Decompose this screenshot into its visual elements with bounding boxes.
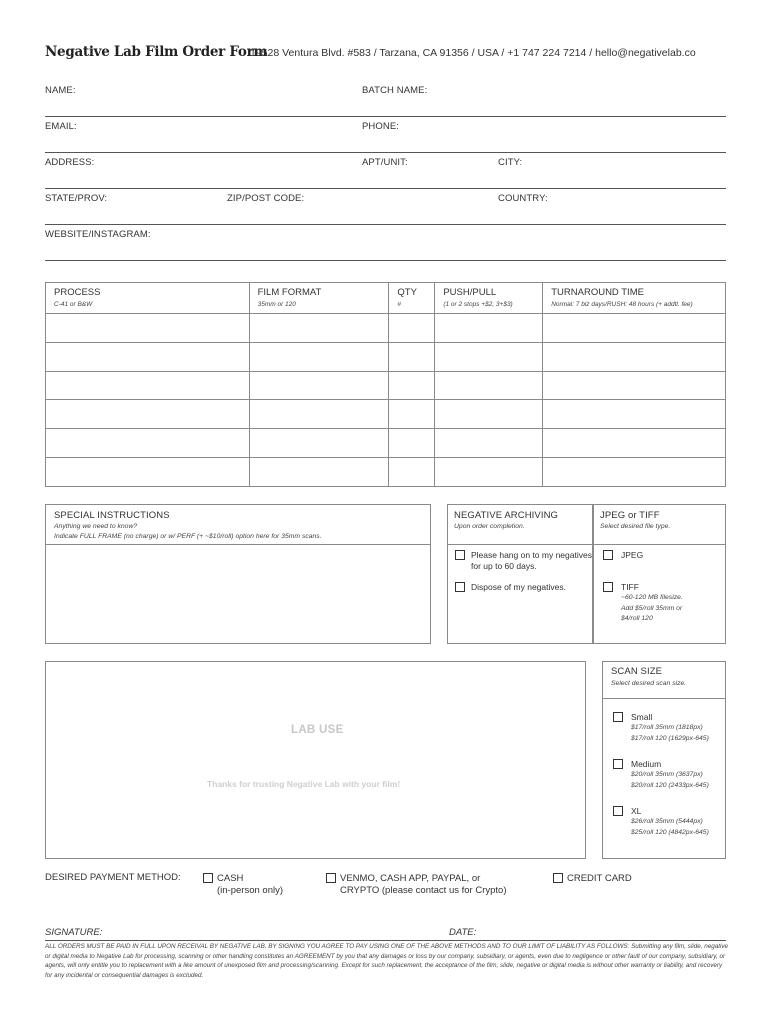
film-format-header: FILM FORMAT 35mm or 120 [249,283,389,314]
table-row[interactable] [46,457,726,486]
scan-medium-option[interactable]: Medium $20/roll 35mm (3637px) $20/roll 120 (2433px-645) [613,759,709,791]
scan-xl-checkbox[interactable] [613,806,623,816]
table-row[interactable] [46,429,726,458]
qty-header: QTY # [389,283,435,314]
scan-xl-option[interactable]: XL $26/roll 35mm (5444px) $25/roll 120 (4842px-645) [613,806,709,838]
filetype-hint: Select desired file type. [600,523,671,530]
archiving-title: NEGATIVE ARCHIVING [454,510,559,521]
filetype-title: JPEG or TIFF [600,510,660,521]
state-label: STATE/PROV: [45,193,108,204]
table-row[interactable] [46,342,726,371]
jpeg-option[interactable]: JPEG [603,550,643,561]
process-header: PROCESS C-41 or B&W [46,283,250,314]
city-label: CITY: [498,157,523,168]
payment-card-option[interactable]: CREDIT CARD [553,873,632,885]
archive-hold-checkbox[interactable] [455,550,465,560]
order-table [45,282,726,487]
lab-address: 19528 Ventura Blvd. #583 / Tarzana, CA 91356 / USA / +1 747 224 7214 / hello@negativelab.co [250,47,696,59]
address-label: ADDRESS: [45,157,95,168]
table-row[interactable] [46,371,726,400]
lab-use-box [45,661,586,859]
scan-size-divider [602,698,726,699]
address-line[interactable] [45,188,726,189]
order-table-header [46,283,726,314]
website-label: WEBSITE/INSTAGRAM: [45,229,151,240]
name-label: NAME: [45,85,76,96]
archiving-hint: Upon order completion. [454,523,525,530]
scan-medium-checkbox[interactable] [613,759,623,769]
payment-method-label: DESIRED PAYMENT METHOD: [45,872,181,883]
state-line[interactable] [45,224,726,225]
signature-line[interactable] [45,940,726,941]
website-line[interactable] [45,260,726,261]
venmo-checkbox[interactable] [326,873,336,883]
signature-label: SIGNATURE: [45,927,103,938]
phone-label: PHONE: [362,121,400,132]
apt-unit-label: APT/UNIT: [362,157,408,168]
turnaround-header: TURNAROUND TIME Normal: 7 biz days/RUSH: 48 hours (+ addtl. fee) [543,283,726,314]
email-label: EMAIL: [45,121,77,132]
tiff-checkbox[interactable] [603,582,613,592]
scan-small-option[interactable]: Small $17/roll 35mm (1818px) $17/roll 120 (1629px-645) [613,712,709,744]
scan-small-checkbox[interactable] [613,712,623,722]
archive-dispose-option[interactable]: Dispose of my negatives. [455,582,566,593]
thanks-message: Thanks for trusting Negative Lab with your film! [207,779,401,789]
payment-cash-option[interactable]: CASH (in-person only) [203,873,283,897]
scan-size-hint: Select desired scan size. [611,680,687,687]
liability-disclaimer: ALL ORDERS MUST BE PAID IN FULL UPON RECEIVAL BY NEGATIVE LAB. BY SIGNING YOU AGREE TO PAY USING ONE OF THE ABOVE METHODS AND TO OUR LIMIT OF LIABILITY AS FOLLOWS: Submitting any film, slide, negative or digital media to Negative Lab for processing, scanning or other handling constitutes an AGREEMENT by you that any damages or loss by our company, subsidiary, or agents, even due to negligence or other fault of our company, subsidiary, or agents, will only entitle you to replacement with a like amount of unexposed film and processing/scanning. Except for such replacement, the acceptance of the film, slide, negative or digital media is without other warranty or liability, and recovery for any incidental or consequential damages is excluded. [45,943,729,979]
country-label: COUNTRY: [498,193,548,204]
special-hint-2: Indicate FULL FRAME (no charge) or w/ PERF (+ ~$10/roll) option here for 35mm scans. [54,533,322,540]
email-line[interactable] [45,152,726,153]
payment-venmo-option[interactable]: VENMO, CASH APP, PAYPAL, or CRYPTO (please contact us for Crypto) [326,873,507,897]
form-title: Negative Lab Film Order Form [45,44,268,60]
archiving-divider [447,544,593,545]
batch-name-label: BATCH NAME: [362,85,428,96]
special-hint-1: Anything we need to know? [54,523,138,530]
filetype-divider [593,544,726,545]
date-label: DATE: [449,927,477,938]
push-pull-header: PUSH/PULL (1 or 2 stops +$2, 3+$3) [435,283,543,314]
archive-hold-option[interactable]: Please hang on to my negatives for up to 60 days. [455,550,592,572]
special-divider [45,544,431,545]
table-row[interactable] [46,314,726,343]
jpeg-checkbox[interactable] [603,550,613,560]
table-row[interactable] [46,400,726,429]
archive-dispose-checkbox[interactable] [455,582,465,592]
lab-use-label: LAB USE [291,724,344,736]
scan-size-title: SCAN SIZE [611,666,663,677]
special-instructions-title: SPECIAL INSTRUCTIONS [54,510,170,521]
cash-checkbox[interactable] [203,873,213,883]
name-line[interactable] [45,116,726,117]
tiff-option[interactable]: TIFF ~60-120 MB filesize. Add $5/roll 35mm or $4/roll 120 [603,582,683,625]
credit-card-checkbox[interactable] [553,873,563,883]
zip-label: ZIP/POST CODE: [227,193,305,204]
